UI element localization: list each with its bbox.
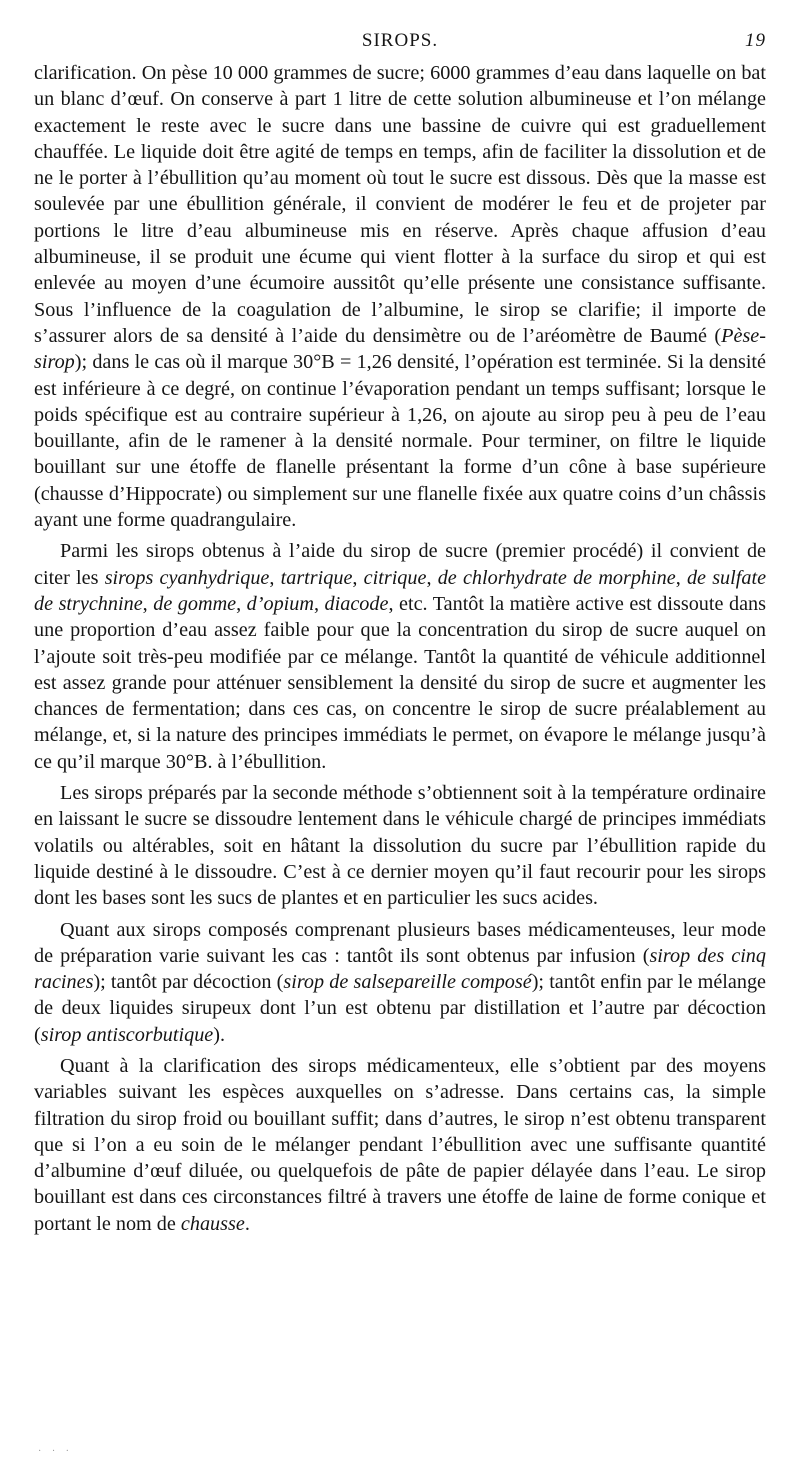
italic-term: diacode [324, 592, 389, 615]
italic-term: tartrique [280, 566, 353, 589]
text-run: Quant aux sirops composés comprenant plusieurs bases médicamenteuses, leur mode de préparation varie suivant les cas : tantôt ils sont obtenus par infusion ( [34, 918, 766, 967]
text-run: ). [213, 1023, 226, 1046]
text-run: , [236, 592, 247, 615]
text-run: Parmi les sirops obtenus à l’aide du sirop de sucre (premier procédé) il convient de citer les [34, 540, 766, 589]
text-run: ); tantôt par décoction ( [93, 971, 284, 994]
italic-term: d’opium [246, 592, 314, 615]
text-run: Quant à la clarification des sirops médicamenteux, elle s’obtient par des moyens variables suivant les espèces auxquelles on s’adresse. Dans certains cas, la simple filtration du sirop froid ou bouillant suffit; dans d’autres, le sirop n’est obtenu transparent que si l’on a eu soin de le mélanger pendant l’ébullition avec une suffisante quantité d’albumine d’œuf diluée, ou quelquefois de pâte de papier délayée dans l’eau. Le sirop bouillant est dans ces circonstances filtré à travers une étoffe de laine de forme conique et portant le nom de [34, 1054, 766, 1235]
italic-term: sirop de salsepareille composé [283, 971, 532, 994]
page [34, 26, 766, 1242]
page-number: 19 [745, 30, 766, 51]
text-run: , [269, 566, 281, 589]
text-run: , [675, 566, 687, 589]
paragraph-3 [34, 780, 766, 911]
text-run: , [142, 592, 154, 615]
text-run: ); tantôt enfin par le mélange de deux liquides sirupeux dont l’un est obtenu par distillation et l’autre par décoction ( [34, 971, 766, 1046]
italic-term: sirop antiscorbutique [40, 1023, 214, 1046]
page-speck: · · · [38, 1446, 73, 1457]
italic-term: sirop des cinq racines [34, 944, 766, 994]
running-head [34, 26, 766, 60]
italic-term: de chlorhydrate de morphine [437, 566, 676, 589]
paragraph-4 [34, 917, 766, 1048]
running-title: SIROPS. [361, 30, 439, 51]
text-run: , [352, 566, 364, 589]
italic-term: chausse [180, 1212, 245, 1235]
text-run: Les sirops préparés par la seconde méthode s’obtiennent soit à la température ordinaire en laissant le sucre se dissoudre lentement dans le véhicule chargé de principes immédiats volatils ou altérables, soit en hâtant la dissolution du sucre par l’ébullition rapide du liquide destiné à le dissoudre. C’est à ce dernier moyen qu’il faut recourir pour les sirops dont les bases sont les sucs de plantes et en particulier les sucs acides. [34, 782, 766, 910]
italic-term: Pèse-sirop [34, 324, 766, 374]
text-run: , [313, 592, 325, 615]
text-run: . [244, 1212, 250, 1235]
paragraph-5 [34, 1053, 766, 1237]
italic-term: de sulfate de strychnine [34, 566, 767, 615]
text-run: , etc. Tantôt la matière active est dissoute dans une proportion d’eau assez faible pour que la concentration du sirop de sucre auquel on l’ajoute soit très-peu modifiée par ce mélange. Tantôt la quantité de véhicule additionnel est assez grande pour atténuer sensiblement la densité du sirop de sucre et augmenter les chances de fermentation; dans ces cas, on concentre le sirop de sucre préalablement au mélange, et, si la nature des principes immédiats le permet, on évapore le mélange jusqu’à ce qu’il marque 30°B. à l’ébullition. [34, 592, 766, 773]
paragraph-1 [34, 60, 766, 533]
text-run: , [426, 566, 438, 589]
italic-term: sirops cyanhydrique [104, 566, 270, 589]
text-run: clarification. On pèse 10 000 grammes de sucre; 6000 grammes d’eau dans laquelle on bat un blanc d’œuf. On conserve à part 1 litre de cette solution albumineuse et l’on mélange exactement le reste avec le sucre dans une bassine de cuivre qui est graduellement chauffée. Le liquide doit être agité de temps en temps, afin de faciliter la dissolution et de ne le porter à l’ébullition qu’au moment où tout le sucre est dissous. Dès que la masse est soulevée par une ébullition générale, il convient de modérer le feu et de projeter par portions le litre d’eau albumineuse mis en réserve. Après chaque affusion d’eau albumineuse, il se produit une écume qui vient flotter à la surface du sirop et qui est enlevée au moyen d’une écumoire aussitôt qu’elle présente une consistance suffisante. Sous l’influence de la coagulation de l’albumine, le sirop se clarifie; il importe de s’assurer alors de sa densité à l’aide du densimètre ou de l’aréomètre de Baumé ( [34, 62, 766, 347]
paragraph-2 [34, 538, 766, 775]
italic-term: citrique [363, 566, 427, 589]
italic-term: de gomme [153, 592, 237, 615]
text-run: ); dans le cas où il marque 30°B = 1,26 densité, l’opération est terminée. Si la densité est inférieure à ce degré, on continue l’évaporation pendant un temps suffisant; lorsque le poids spécifique est au contraire supérieur à 1,26, on ajoute au sirop peu à peu de l’eau bouillante, afin de le ramener à la densité normale. Pour terminer, on filtre le liquide bouillant sur une étoffe de flanelle présentant la forme d’un cône à base supérieure (chausse d’Hippocrate) ou simplement sur une flanelle fixée aux quatre coins d’un châssis ayant une forme quadrangulaire. [34, 351, 766, 532]
